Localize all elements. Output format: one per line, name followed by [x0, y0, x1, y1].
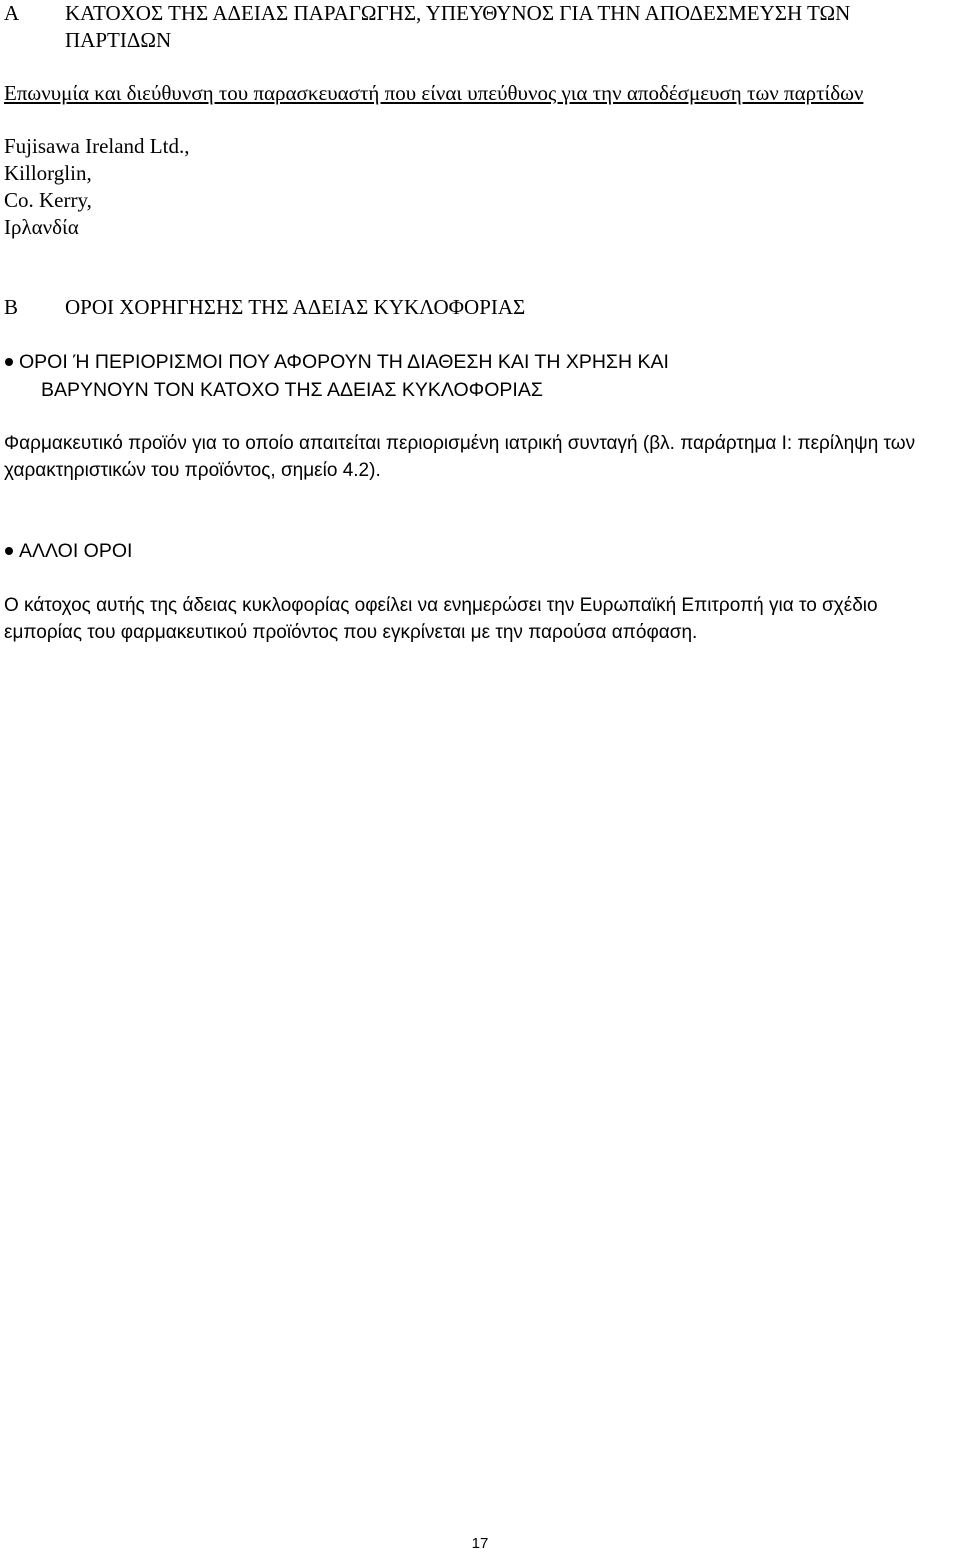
- other-conditions-heading: [4, 537, 879, 565]
- section-b-heading: [4, 294, 945, 321]
- address-line: Killorglin,: [4, 161, 92, 185]
- bullet-icon: [4, 348, 19, 404]
- section-b-title: ΟΡΟΙ ΧΟΡΗΓΗΣΗΣ ΤΗΣ ΑΔΕΙΑΣ ΚΥΚΛΟΦΟΡΙΑΣ: [65, 295, 526, 319]
- manufacturer-heading: Επωνυμία και διεύθυνση του παρασκευαστή που είναι υπεύθυνος για την αποδέσμευση των παρτίδων: [4, 81, 864, 105]
- manufacturer-address: [4, 133, 189, 241]
- bullet-icon: [4, 537, 19, 565]
- conditions-text: Φαρμακευτικό προϊόν για το οποίο απαιτείται περιορισμένη ιατρική συνταγή (βλ. παράρτημα Ι: περίληψη των χαρακτηριστικών του προϊόντος, σημείο 4.2).: [4, 433, 916, 481]
- section-a-letter: A: [4, 1, 20, 25]
- conditions-heading: [4, 348, 879, 404]
- address-line: Fujisawa Ireland Ltd.,: [4, 134, 190, 158]
- page-number: 17: [471, 1535, 489, 1552]
- conditions-heading-line1: ΟΡΟΙ Ή ΠΕΡΙΟΡΙΣΜΟΙ ΠΟΥ ΑΦΟΡΟΥΝ ΤΗ ΔΙΑΘΕΣΗ ΚΑΙ ΤΗ ΧΡΗΣΗ ΚΑΙ: [19, 351, 669, 373]
- conditions-heading-line2: ΒΑΡΥΝΟΥΝ ΤΟΝ ΚΑΤΟΧΟ ΤΗΣ ΑΔΕΙΑΣ ΚΥΚΛΟΦΟΡΙΑΣ: [41, 379, 543, 401]
- other-conditions-text: Ο κάτοχος αυτής της άδειας κυκλοφορίας οφείλει να ενημερώσει την Ευρωπαϊκή Επιτροπή για το σχέδιο εμπορίας του φαρμακευτικού προϊόντος που εγκρίνεται με την παρούσα απόφαση.: [4, 595, 878, 643]
- other-conditions-heading-text: ΑΛΛΟΙ ΟΡΟΙ: [19, 540, 133, 562]
- address-line: Ιρλανδία: [4, 215, 79, 239]
- section-b-letter: B: [4, 295, 19, 319]
- section-a-title: ΚΑΤΟΧΟΣ ΤΗΣ ΑΔΕΙΑΣ ΠΑΡΑΓΩΓΗΣ, ΥΠΕΥΘΥΝΟΣ ΓΙΑ ΤΗΝ ΑΠΟΔΕΣΜΕΥΣΗ ΤΩΝ ΠΑΡΤΙΔΩΝ: [65, 1, 851, 52]
- section-a-heading: [4, 0, 945, 54]
- address-line: Co. Kerry,: [4, 188, 92, 212]
